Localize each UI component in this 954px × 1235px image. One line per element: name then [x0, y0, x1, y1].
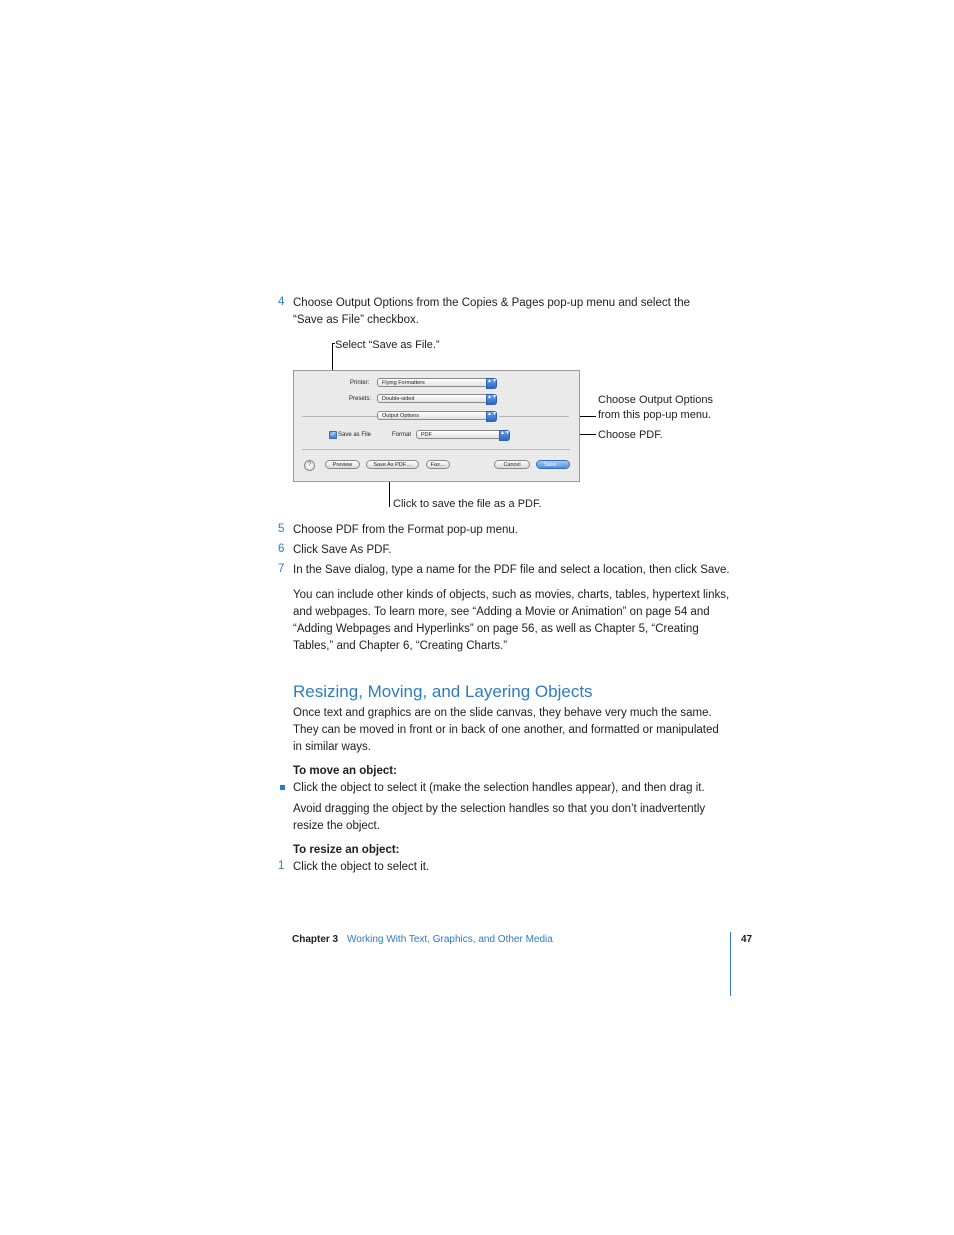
- popup-arrows-icon: ▲▼: [486, 394, 497, 405]
- paragraph: You can include other kinds of objects, such as movies, charts, tables, hypertext links, and webpages. To learn more, see “Adding a Movie or Animation” on page 54 and “Adding Webpages and Hyperlinks” on page 56, as well as Chapter 5, “Creating Tables,” and Chapter 6, “Creating Charts.”: [293, 589, 730, 652]
- step-number: 4: [278, 296, 285, 308]
- callout-output-options: Choose Output Options from this pop-up menu.: [598, 394, 713, 421]
- page-number: 47: [741, 934, 753, 945]
- step-text: In the Save dialog, type a name for the PDF file and select a location, then click Save.: [293, 564, 730, 576]
- move-bullet: Click the object to select it (make the selection handles appear), and then drag it.: [293, 782, 705, 794]
- step-text: Choose Output Options from the Copies & Pages pop-up menu and select the “Save as File” checkbox.: [293, 297, 690, 326]
- printer-popup[interactable]: [377, 378, 497, 387]
- save-as-file-label: Save as File: [338, 432, 372, 438]
- cancel-button[interactable]: Cancel: [494, 460, 530, 469]
- section-intro: Once text and graphics are on the slide canvas, they behave very much the same. They can be moved in front or in back of one another, and formatted or manipulated in similar ways.: [293, 707, 719, 753]
- printer-value: Flying Formatters: [382, 380, 425, 386]
- presets-popup[interactable]: [377, 394, 497, 403]
- callout-line: [332, 343, 335, 344]
- footer-rule: [730, 932, 731, 996]
- print-dialog: [293, 370, 580, 482]
- move-note: Avoid dragging the object by the selection handles so that you don’t inadvertently resize the object.: [293, 803, 706, 832]
- move-heading: To move an object:: [293, 765, 397, 777]
- callout-save-as-pdf: Click to save the file as a PDF.: [393, 498, 542, 510]
- format-value: PDF: [421, 432, 432, 438]
- popup-arrows-icon: ▲▼: [486, 411, 497, 422]
- save-as-pdf-button[interactable]: Save As PDF…: [366, 460, 419, 469]
- format-popup[interactable]: [416, 430, 510, 439]
- help-icon[interactable]: ?: [304, 460, 315, 471]
- resize-heading: To resize an object:: [293, 844, 400, 856]
- separator: [499, 416, 569, 417]
- section-value: Output Options: [382, 413, 419, 419]
- separator: [302, 449, 570, 450]
- preview-button[interactable]: Preview: [325, 460, 360, 469]
- save-button[interactable]: Save…: [536, 460, 570, 469]
- step-text: Click Save As PDF.: [293, 544, 392, 556]
- bullet-icon: [280, 785, 285, 790]
- popup-arrows-icon: ▲▼: [499, 430, 510, 441]
- section-popup[interactable]: [377, 411, 497, 420]
- separator: [302, 416, 377, 417]
- step-text: Choose PDF from the Format pop-up menu.: [293, 524, 518, 536]
- format-label: Format: [392, 432, 412, 438]
- step-number: 7: [278, 563, 285, 575]
- section-heading: Resizing, Moving, and Layering Objects: [293, 682, 593, 701]
- presets-label: Presets:: [349, 396, 372, 402]
- step-number: 6: [278, 543, 285, 555]
- footer-chapter-title: Working With Text, Graphics, and Other Media: [347, 934, 553, 945]
- footer-chapter: Chapter 3: [292, 934, 339, 945]
- printer-label: Printer:: [350, 380, 370, 386]
- fax-button[interactable]: Fax…: [426, 460, 450, 469]
- save-as-file-checkbox[interactable]: ✓: [330, 432, 336, 438]
- step-number: 1: [278, 860, 285, 872]
- presets-value: Double-sided: [382, 396, 415, 402]
- step-number: 5: [278, 523, 285, 535]
- callout-select-save-as-file: Select “Save as File.”: [335, 339, 440, 351]
- callout-choose-pdf: Choose PDF.: [598, 429, 663, 441]
- popup-arrows-icon: ▲▼: [486, 378, 497, 389]
- step-text: Click the object to select it.: [293, 861, 430, 873]
